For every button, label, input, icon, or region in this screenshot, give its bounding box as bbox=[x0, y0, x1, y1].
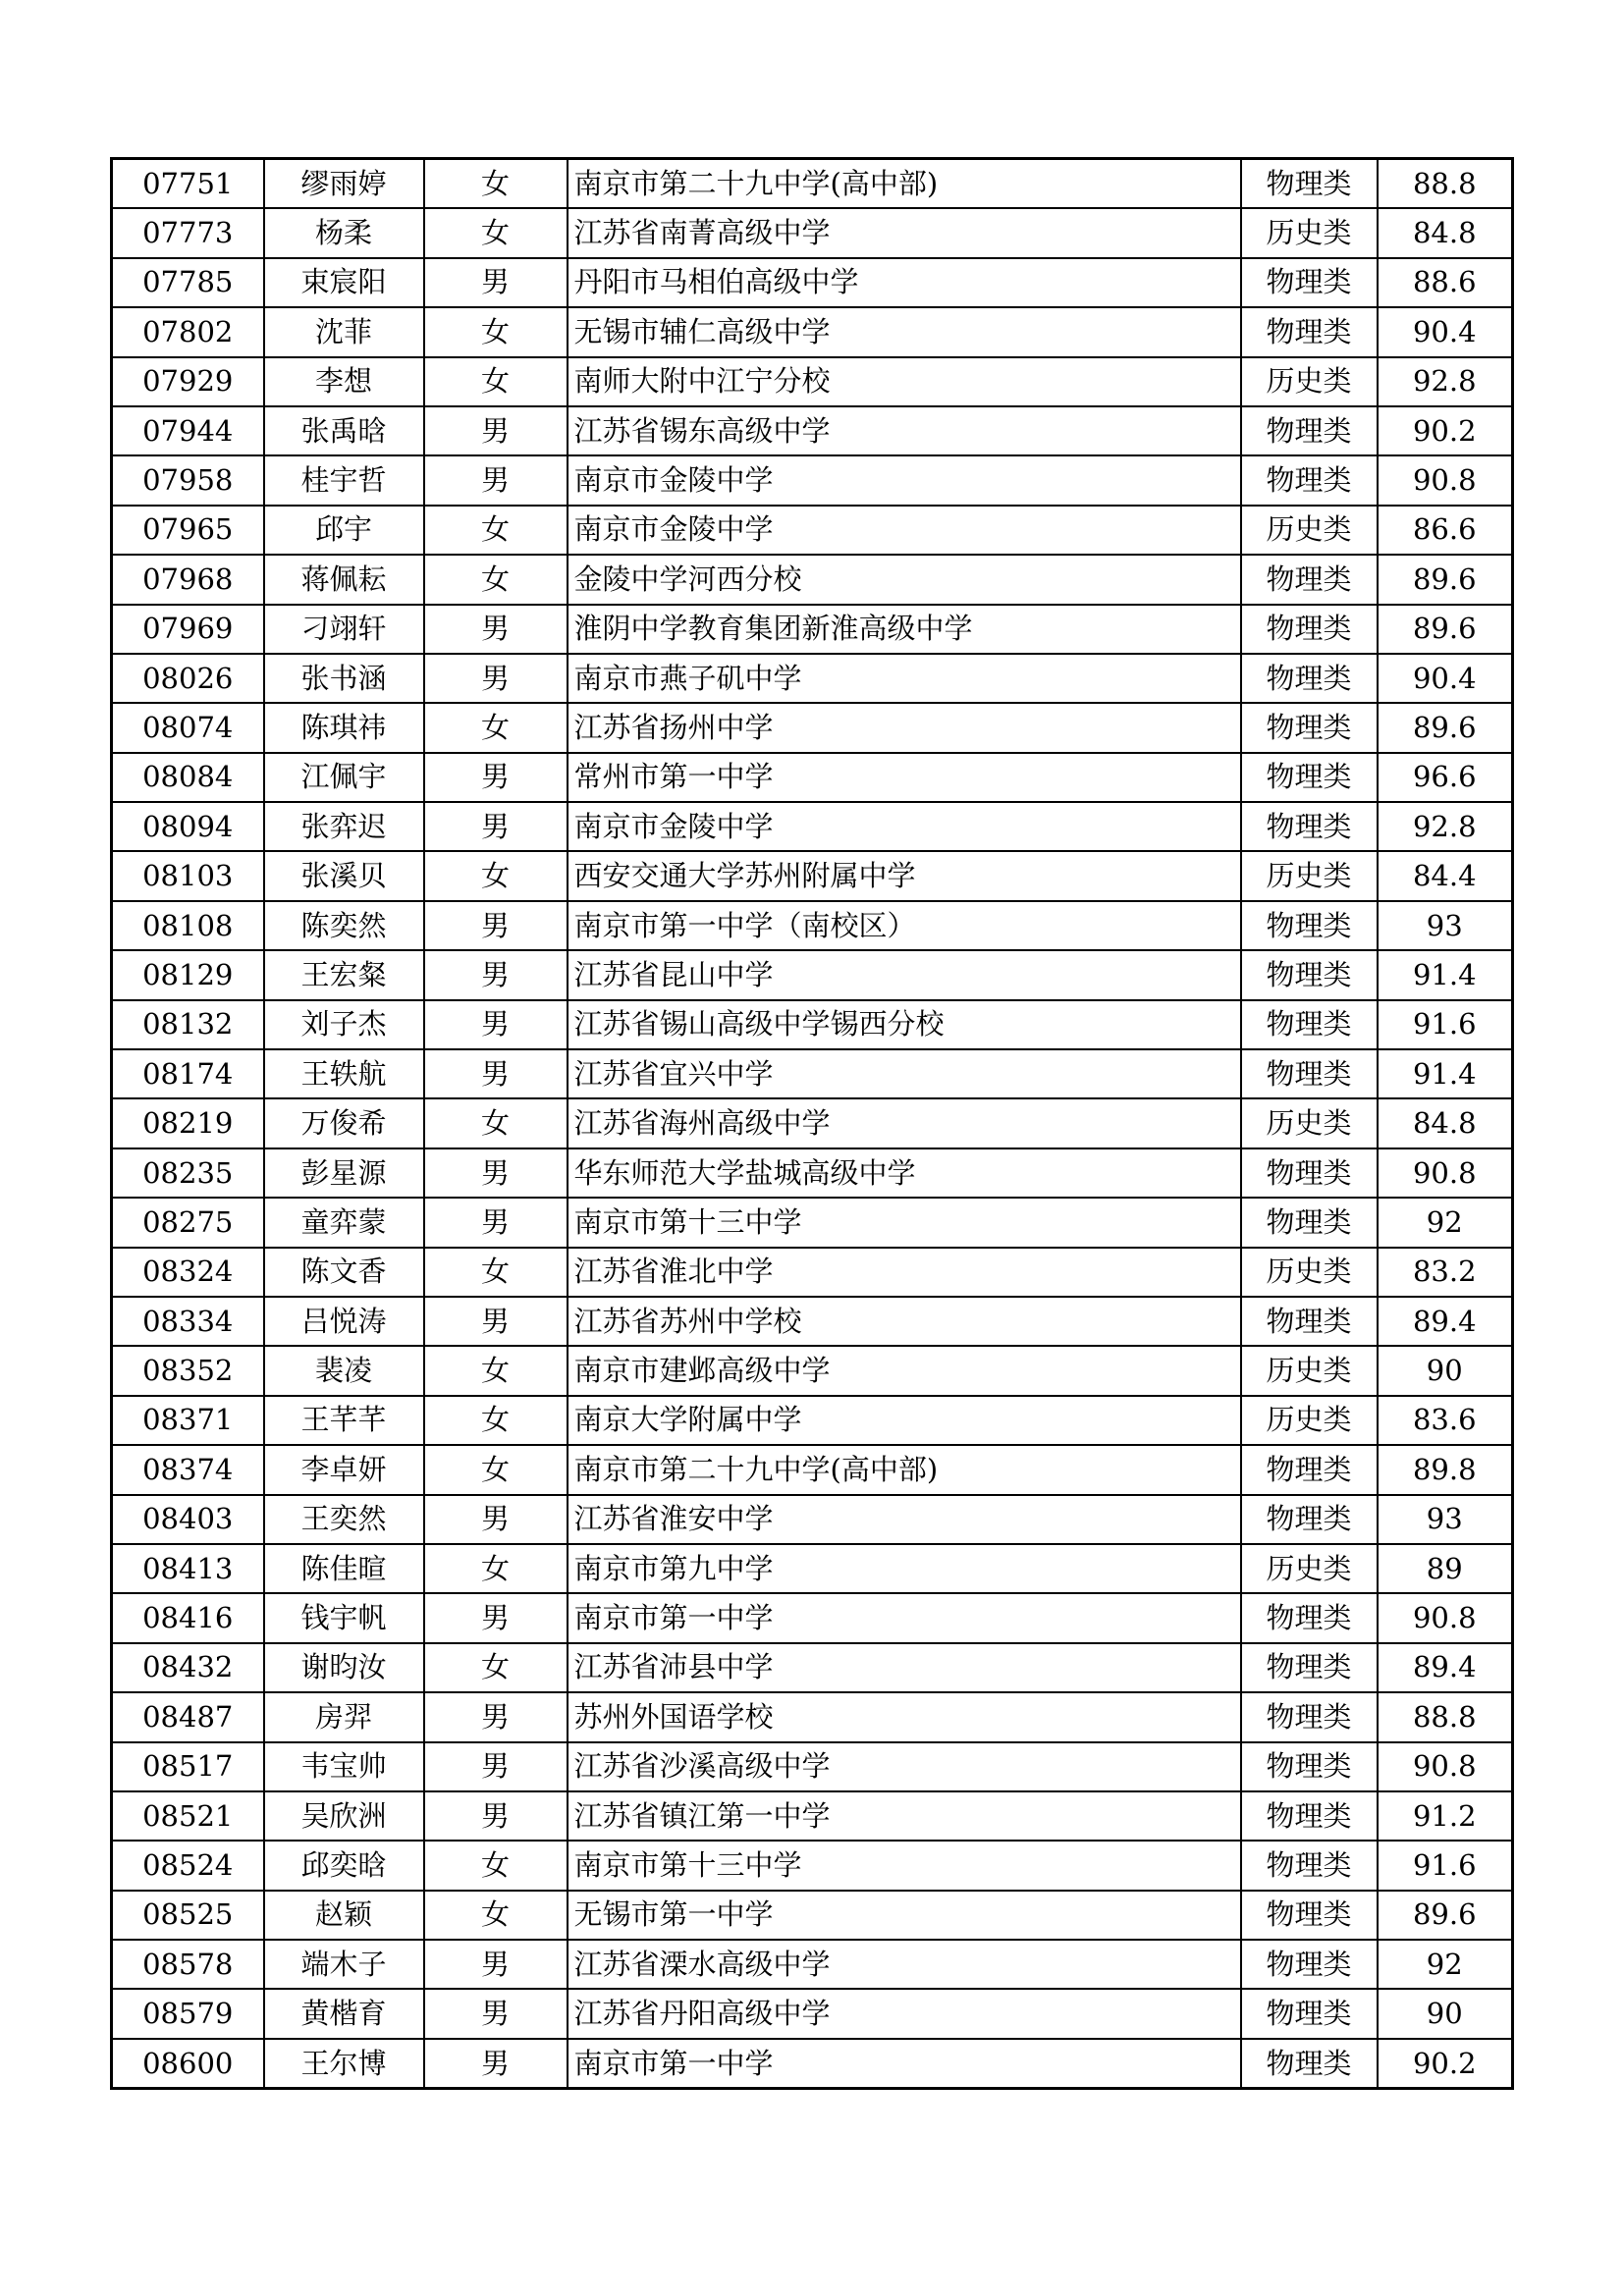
student-name-cell: 万俊希 bbox=[264, 1098, 424, 1148]
table-row bbox=[112, 258, 1513, 307]
student-name-cell: 刁翊轩 bbox=[264, 605, 424, 654]
student-id-cell: 08524 bbox=[112, 1841, 264, 1890]
student-name-cell: 蒋佩耘 bbox=[264, 555, 424, 604]
student-id-cell: 07929 bbox=[112, 357, 264, 406]
score-cell: 92.8 bbox=[1378, 802, 1513, 851]
gender-cell: 女 bbox=[424, 1643, 568, 1692]
table-row bbox=[112, 506, 1513, 555]
student-id-cell: 07958 bbox=[112, 455, 264, 505]
gender-cell: 男 bbox=[424, 1198, 568, 1247]
student-id-cell: 08517 bbox=[112, 1742, 264, 1791]
gender-cell: 男 bbox=[424, 802, 568, 851]
gender-cell: 男 bbox=[424, 605, 568, 654]
student-name-cell: 陈奕然 bbox=[264, 901, 424, 950]
student-id-cell: 07944 bbox=[112, 406, 264, 455]
score-cell: 84.4 bbox=[1378, 851, 1513, 900]
gender-cell: 女 bbox=[424, 1841, 568, 1890]
table-row bbox=[112, 1396, 1513, 1445]
gender-cell: 女 bbox=[424, 1396, 568, 1445]
subject-track-cell: 物理类 bbox=[1241, 2039, 1378, 2089]
subject-track-cell: 物理类 bbox=[1241, 654, 1378, 703]
gender-cell: 男 bbox=[424, 406, 568, 455]
student-name-cell: 桂宇哲 bbox=[264, 455, 424, 505]
student-name-cell: 陈佳暄 bbox=[264, 1544, 424, 1593]
school-cell: 江苏省镇江第一中学 bbox=[568, 1791, 1241, 1841]
gender-cell: 男 bbox=[424, 1495, 568, 1544]
school-cell: 江苏省南菁高级中学 bbox=[568, 208, 1241, 257]
score-cell: 90.2 bbox=[1378, 406, 1513, 455]
table-row bbox=[112, 802, 1513, 851]
school-cell: 江苏省淮安中学 bbox=[568, 1495, 1241, 1544]
student-name-cell: 张弈迟 bbox=[264, 802, 424, 851]
student-name-cell: 邱奕晗 bbox=[264, 1841, 424, 1890]
gender-cell: 男 bbox=[424, 901, 568, 950]
school-cell: 江苏省锡山高级中学锡西分校 bbox=[568, 1000, 1241, 1049]
score-cell: 90.4 bbox=[1378, 307, 1513, 356]
student-name-cell: 李卓妍 bbox=[264, 1445, 424, 1494]
school-cell: 南京市第九中学 bbox=[568, 1544, 1241, 1593]
school-cell: 南京市第一中学 bbox=[568, 1593, 1241, 1642]
score-cell: 89 bbox=[1378, 1544, 1513, 1593]
score-cell: 91.4 bbox=[1378, 1049, 1513, 1098]
subject-track-cell: 物理类 bbox=[1241, 1940, 1378, 1989]
subject-track-cell: 历史类 bbox=[1241, 357, 1378, 406]
student-id-cell: 07969 bbox=[112, 605, 264, 654]
student-name-cell: 王轶航 bbox=[264, 1049, 424, 1098]
student-name-cell: 张书涵 bbox=[264, 654, 424, 703]
gender-cell: 男 bbox=[424, 654, 568, 703]
score-cell: 86.6 bbox=[1378, 506, 1513, 555]
student-id-cell: 08132 bbox=[112, 1000, 264, 1049]
student-id-cell: 07965 bbox=[112, 506, 264, 555]
score-cell: 91.2 bbox=[1378, 1791, 1513, 1841]
subject-track-cell: 物理类 bbox=[1241, 455, 1378, 505]
table-row bbox=[112, 1297, 1513, 1346]
table-row bbox=[112, 406, 1513, 455]
student-id-cell: 07785 bbox=[112, 258, 264, 307]
student-name-cell: 张禹晗 bbox=[264, 406, 424, 455]
school-cell: 江苏省溧水高级中学 bbox=[568, 1940, 1241, 1989]
gender-cell: 男 bbox=[424, 2039, 568, 2089]
student-id-cell: 08324 bbox=[112, 1248, 264, 1297]
student-id-cell: 07968 bbox=[112, 555, 264, 604]
gender-cell: 女 bbox=[424, 1445, 568, 1494]
school-cell: 苏州外国语学校 bbox=[568, 1692, 1241, 1741]
table-row bbox=[112, 2039, 1513, 2089]
student-name-cell: 王尔博 bbox=[264, 2039, 424, 2089]
table-row bbox=[112, 357, 1513, 406]
school-cell: 江苏省宜兴中学 bbox=[568, 1049, 1241, 1098]
table-row bbox=[112, 901, 1513, 950]
student-id-cell: 08074 bbox=[112, 703, 264, 752]
student-name-cell: 吕悦涛 bbox=[264, 1297, 424, 1346]
subject-track-cell: 物理类 bbox=[1241, 703, 1378, 752]
school-cell: 南师大附中江宁分校 bbox=[568, 357, 1241, 406]
student-id-cell: 07802 bbox=[112, 307, 264, 356]
subject-track-cell: 物理类 bbox=[1241, 1148, 1378, 1198]
student-id-cell: 08084 bbox=[112, 753, 264, 802]
student-name-cell: 邱宇 bbox=[264, 506, 424, 555]
score-cell: 83.6 bbox=[1378, 1396, 1513, 1445]
subject-track-cell: 物理类 bbox=[1241, 1891, 1378, 1940]
score-cell: 90 bbox=[1378, 1346, 1513, 1395]
school-cell: 南京市第一中学（南校区） bbox=[568, 901, 1241, 950]
table-row bbox=[112, 208, 1513, 257]
subject-track-cell: 物理类 bbox=[1241, 307, 1378, 356]
score-cell: 90.8 bbox=[1378, 455, 1513, 505]
subject-track-cell: 物理类 bbox=[1241, 901, 1378, 950]
student-name-cell: 王奕然 bbox=[264, 1495, 424, 1544]
student-name-cell: 刘子杰 bbox=[264, 1000, 424, 1049]
subject-track-cell: 物理类 bbox=[1241, 1198, 1378, 1247]
score-cell: 90.2 bbox=[1378, 2039, 1513, 2089]
student-id-cell: 08416 bbox=[112, 1593, 264, 1642]
student-name-cell: 杨柔 bbox=[264, 208, 424, 257]
subject-track-cell: 物理类 bbox=[1241, 1000, 1378, 1049]
student-name-cell: 谢昀汝 bbox=[264, 1643, 424, 1692]
score-cell: 89.4 bbox=[1378, 1643, 1513, 1692]
subject-track-cell: 物理类 bbox=[1241, 1049, 1378, 1098]
student-id-cell: 07773 bbox=[112, 208, 264, 257]
school-cell: 南京市第二十九中学(高中部) bbox=[568, 159, 1241, 209]
score-cell: 93 bbox=[1378, 901, 1513, 950]
student-id-cell: 08094 bbox=[112, 802, 264, 851]
table-row bbox=[112, 1940, 1513, 1989]
gender-cell: 男 bbox=[424, 1791, 568, 1841]
student-id-cell: 08374 bbox=[112, 1445, 264, 1494]
student-name-cell: 黄楷育 bbox=[264, 1989, 424, 2038]
school-cell: 江苏省沛县中学 bbox=[568, 1643, 1241, 1692]
student-id-cell: 08108 bbox=[112, 901, 264, 950]
student-id-cell: 08129 bbox=[112, 950, 264, 999]
gender-cell: 男 bbox=[424, 1000, 568, 1049]
student-id-cell: 08334 bbox=[112, 1297, 264, 1346]
student-id-cell: 08600 bbox=[112, 2039, 264, 2089]
score-cell: 88.6 bbox=[1378, 258, 1513, 307]
table-row bbox=[112, 1198, 1513, 1247]
score-cell: 91.6 bbox=[1378, 1000, 1513, 1049]
table-row bbox=[112, 605, 1513, 654]
subject-track-cell: 物理类 bbox=[1241, 406, 1378, 455]
table-row bbox=[112, 1248, 1513, 1297]
student-name-cell: 缪雨婷 bbox=[264, 159, 424, 209]
student-name-cell: 裴凌 bbox=[264, 1346, 424, 1395]
score-cell: 90.4 bbox=[1378, 654, 1513, 703]
score-cell: 84.8 bbox=[1378, 208, 1513, 257]
gender-cell: 男 bbox=[424, 753, 568, 802]
score-cell: 89.4 bbox=[1378, 1297, 1513, 1346]
table-row bbox=[112, 555, 1513, 604]
subject-track-cell: 历史类 bbox=[1241, 1248, 1378, 1297]
gender-cell: 女 bbox=[424, 1891, 568, 1940]
student-id-cell: 08235 bbox=[112, 1148, 264, 1198]
student-name-cell: 江佩宇 bbox=[264, 753, 424, 802]
subject-track-cell: 物理类 bbox=[1241, 1297, 1378, 1346]
table-row bbox=[112, 1495, 1513, 1544]
subject-track-cell: 历史类 bbox=[1241, 851, 1378, 900]
school-cell: 丹阳市马相伯高级中学 bbox=[568, 258, 1241, 307]
subject-track-cell: 物理类 bbox=[1241, 1445, 1378, 1494]
subject-track-cell: 物理类 bbox=[1241, 1841, 1378, 1890]
school-cell: 江苏省丹阳高级中学 bbox=[568, 1989, 1241, 2038]
student-name-cell: 张溪贝 bbox=[264, 851, 424, 900]
table-row bbox=[112, 950, 1513, 999]
school-cell: 江苏省昆山中学 bbox=[568, 950, 1241, 999]
subject-track-cell: 历史类 bbox=[1241, 1098, 1378, 1148]
table-row bbox=[112, 753, 1513, 802]
table-row bbox=[112, 1346, 1513, 1395]
gender-cell: 男 bbox=[424, 1692, 568, 1741]
student-name-cell: 端木子 bbox=[264, 1940, 424, 1989]
school-cell: 江苏省淮北中学 bbox=[568, 1248, 1241, 1297]
score-cell: 93 bbox=[1378, 1495, 1513, 1544]
student-id-cell: 08275 bbox=[112, 1198, 264, 1247]
school-cell: 无锡市第一中学 bbox=[568, 1891, 1241, 1940]
student-name-cell: 赵颖 bbox=[264, 1891, 424, 1940]
table-row bbox=[112, 455, 1513, 505]
school-cell: 江苏省沙溪高级中学 bbox=[568, 1742, 1241, 1791]
school-cell: 西安交通大学苏州附属中学 bbox=[568, 851, 1241, 900]
school-cell: 南京市金陵中学 bbox=[568, 455, 1241, 505]
table-row bbox=[112, 1643, 1513, 1692]
school-cell: 江苏省锡东高级中学 bbox=[568, 406, 1241, 455]
subject-track-cell: 物理类 bbox=[1241, 1593, 1378, 1642]
student-id-cell: 08578 bbox=[112, 1940, 264, 1989]
gender-cell: 女 bbox=[424, 1346, 568, 1395]
subject-track-cell: 物理类 bbox=[1241, 753, 1378, 802]
school-cell: 南京市第十三中学 bbox=[568, 1841, 1241, 1890]
student-id-cell: 08026 bbox=[112, 654, 264, 703]
roster-body bbox=[112, 159, 1513, 2089]
score-cell: 91.6 bbox=[1378, 1841, 1513, 1890]
gender-cell: 男 bbox=[424, 1742, 568, 1791]
gender-cell: 男 bbox=[424, 950, 568, 999]
student-name-cell: 吴欣洲 bbox=[264, 1791, 424, 1841]
gender-cell: 女 bbox=[424, 555, 568, 604]
table-row bbox=[112, 654, 1513, 703]
score-cell: 84.8 bbox=[1378, 1098, 1513, 1148]
school-cell: 南京市金陵中学 bbox=[568, 506, 1241, 555]
student-name-cell: 童弈蒙 bbox=[264, 1198, 424, 1247]
school-cell: 南京市金陵中学 bbox=[568, 802, 1241, 851]
subject-track-cell: 历史类 bbox=[1241, 1346, 1378, 1395]
table-row bbox=[112, 1445, 1513, 1494]
table-row bbox=[112, 851, 1513, 900]
student-id-cell: 08403 bbox=[112, 1495, 264, 1544]
school-cell: 淮阴中学教育集团新淮高级中学 bbox=[568, 605, 1241, 654]
table-row bbox=[112, 1742, 1513, 1791]
student-id-cell: 08371 bbox=[112, 1396, 264, 1445]
student-name-cell: 彭星源 bbox=[264, 1148, 424, 1198]
table-row bbox=[112, 307, 1513, 356]
student-id-cell: 08174 bbox=[112, 1049, 264, 1098]
score-cell: 89.8 bbox=[1378, 1445, 1513, 1494]
subject-track-cell: 物理类 bbox=[1241, 258, 1378, 307]
subject-track-cell: 物理类 bbox=[1241, 555, 1378, 604]
table-row bbox=[112, 1841, 1513, 1890]
score-cell: 92.8 bbox=[1378, 357, 1513, 406]
table-row bbox=[112, 1692, 1513, 1741]
score-cell: 90.8 bbox=[1378, 1593, 1513, 1642]
gender-cell: 女 bbox=[424, 357, 568, 406]
table-row bbox=[112, 1891, 1513, 1940]
score-cell: 91.4 bbox=[1378, 950, 1513, 999]
score-cell: 88.8 bbox=[1378, 1692, 1513, 1741]
student-name-cell: 沈菲 bbox=[264, 307, 424, 356]
score-cell: 89.6 bbox=[1378, 605, 1513, 654]
gender-cell: 男 bbox=[424, 1593, 568, 1642]
student-name-cell: 王宏粲 bbox=[264, 950, 424, 999]
score-cell: 92 bbox=[1378, 1940, 1513, 1989]
school-cell: 常州市第一中学 bbox=[568, 753, 1241, 802]
gender-cell: 女 bbox=[424, 851, 568, 900]
student-name-cell: 钱宇帆 bbox=[264, 1593, 424, 1642]
student-id-cell: 07751 bbox=[112, 159, 264, 209]
student-name-cell: 陈文香 bbox=[264, 1248, 424, 1297]
table-row bbox=[112, 1544, 1513, 1593]
score-cell: 90.8 bbox=[1378, 1148, 1513, 1198]
student-name-cell: 束宸阳 bbox=[264, 258, 424, 307]
score-cell: 90 bbox=[1378, 1989, 1513, 2038]
table-row bbox=[112, 1000, 1513, 1049]
school-cell: 华东师范大学盐城高级中学 bbox=[568, 1148, 1241, 1198]
score-cell: 96.6 bbox=[1378, 753, 1513, 802]
student-id-cell: 08521 bbox=[112, 1791, 264, 1841]
gender-cell: 女 bbox=[424, 506, 568, 555]
score-cell: 89.6 bbox=[1378, 555, 1513, 604]
table-row bbox=[112, 1989, 1513, 2038]
subject-track-cell: 物理类 bbox=[1241, 159, 1378, 209]
school-cell: 南京市第十三中学 bbox=[568, 1198, 1241, 1247]
table-row bbox=[112, 1049, 1513, 1098]
student-name-cell: 王芊芊 bbox=[264, 1396, 424, 1445]
gender-cell: 男 bbox=[424, 1297, 568, 1346]
table-row bbox=[112, 703, 1513, 752]
student-id-cell: 08352 bbox=[112, 1346, 264, 1395]
school-cell: 金陵中学河西分校 bbox=[568, 555, 1241, 604]
student-id-cell: 08219 bbox=[112, 1098, 264, 1148]
gender-cell: 男 bbox=[424, 258, 568, 307]
roster-table bbox=[110, 157, 1514, 2090]
student-id-cell: 08579 bbox=[112, 1989, 264, 2038]
subject-track-cell: 历史类 bbox=[1241, 506, 1378, 555]
school-cell: 江苏省海州高级中学 bbox=[568, 1098, 1241, 1148]
gender-cell: 女 bbox=[424, 1098, 568, 1148]
subject-track-cell: 物理类 bbox=[1241, 605, 1378, 654]
score-cell: 92 bbox=[1378, 1198, 1513, 1247]
subject-track-cell: 物理类 bbox=[1241, 1495, 1378, 1544]
gender-cell: 女 bbox=[424, 208, 568, 257]
score-cell: 88.8 bbox=[1378, 159, 1513, 209]
subject-track-cell: 历史类 bbox=[1241, 1544, 1378, 1593]
student-name-cell: 陈琪祎 bbox=[264, 703, 424, 752]
subject-track-cell: 物理类 bbox=[1241, 802, 1378, 851]
school-cell: 南京市第二十九中学(高中部) bbox=[568, 1445, 1241, 1494]
subject-track-cell: 历史类 bbox=[1241, 208, 1378, 257]
school-cell: 江苏省苏州中学校 bbox=[568, 1297, 1241, 1346]
student-name-cell: 韦宝帅 bbox=[264, 1742, 424, 1791]
score-cell: 89.6 bbox=[1378, 1891, 1513, 1940]
gender-cell: 男 bbox=[424, 1049, 568, 1098]
gender-cell: 女 bbox=[424, 1248, 568, 1297]
school-cell: 南京大学附属中学 bbox=[568, 1396, 1241, 1445]
table-row bbox=[112, 1098, 1513, 1148]
table-row bbox=[112, 159, 1513, 209]
school-cell: 江苏省扬州中学 bbox=[568, 703, 1241, 752]
subject-track-cell: 物理类 bbox=[1241, 1791, 1378, 1841]
school-cell: 南京市建邺高级中学 bbox=[568, 1346, 1241, 1395]
score-cell: 90.8 bbox=[1378, 1742, 1513, 1791]
subject-track-cell: 物理类 bbox=[1241, 1692, 1378, 1741]
table-row bbox=[112, 1148, 1513, 1198]
student-id-cell: 08487 bbox=[112, 1692, 264, 1741]
school-cell: 南京市燕子矶中学 bbox=[568, 654, 1241, 703]
score-cell: 89.6 bbox=[1378, 703, 1513, 752]
gender-cell: 男 bbox=[424, 1989, 568, 2038]
school-cell: 无锡市辅仁高级中学 bbox=[568, 307, 1241, 356]
student-id-cell: 08525 bbox=[112, 1891, 264, 1940]
gender-cell: 男 bbox=[424, 455, 568, 505]
student-name-cell: 房羿 bbox=[264, 1692, 424, 1741]
subject-track-cell: 历史类 bbox=[1241, 1396, 1378, 1445]
student-id-cell: 08413 bbox=[112, 1544, 264, 1593]
subject-track-cell: 物理类 bbox=[1241, 1989, 1378, 2038]
student-id-cell: 08432 bbox=[112, 1643, 264, 1692]
gender-cell: 男 bbox=[424, 1148, 568, 1198]
school-cell: 南京市第一中学 bbox=[568, 2039, 1241, 2089]
table-row bbox=[112, 1791, 1513, 1841]
gender-cell: 女 bbox=[424, 159, 568, 209]
subject-track-cell: 物理类 bbox=[1241, 1742, 1378, 1791]
gender-cell: 女 bbox=[424, 1544, 568, 1593]
student-name-cell: 李想 bbox=[264, 357, 424, 406]
subject-track-cell: 物理类 bbox=[1241, 950, 1378, 999]
score-cell: 83.2 bbox=[1378, 1248, 1513, 1297]
student-id-cell: 08103 bbox=[112, 851, 264, 900]
gender-cell: 女 bbox=[424, 307, 568, 356]
table-row bbox=[112, 1593, 1513, 1642]
gender-cell: 男 bbox=[424, 1940, 568, 1989]
gender-cell: 女 bbox=[424, 703, 568, 752]
subject-track-cell: 物理类 bbox=[1241, 1643, 1378, 1692]
